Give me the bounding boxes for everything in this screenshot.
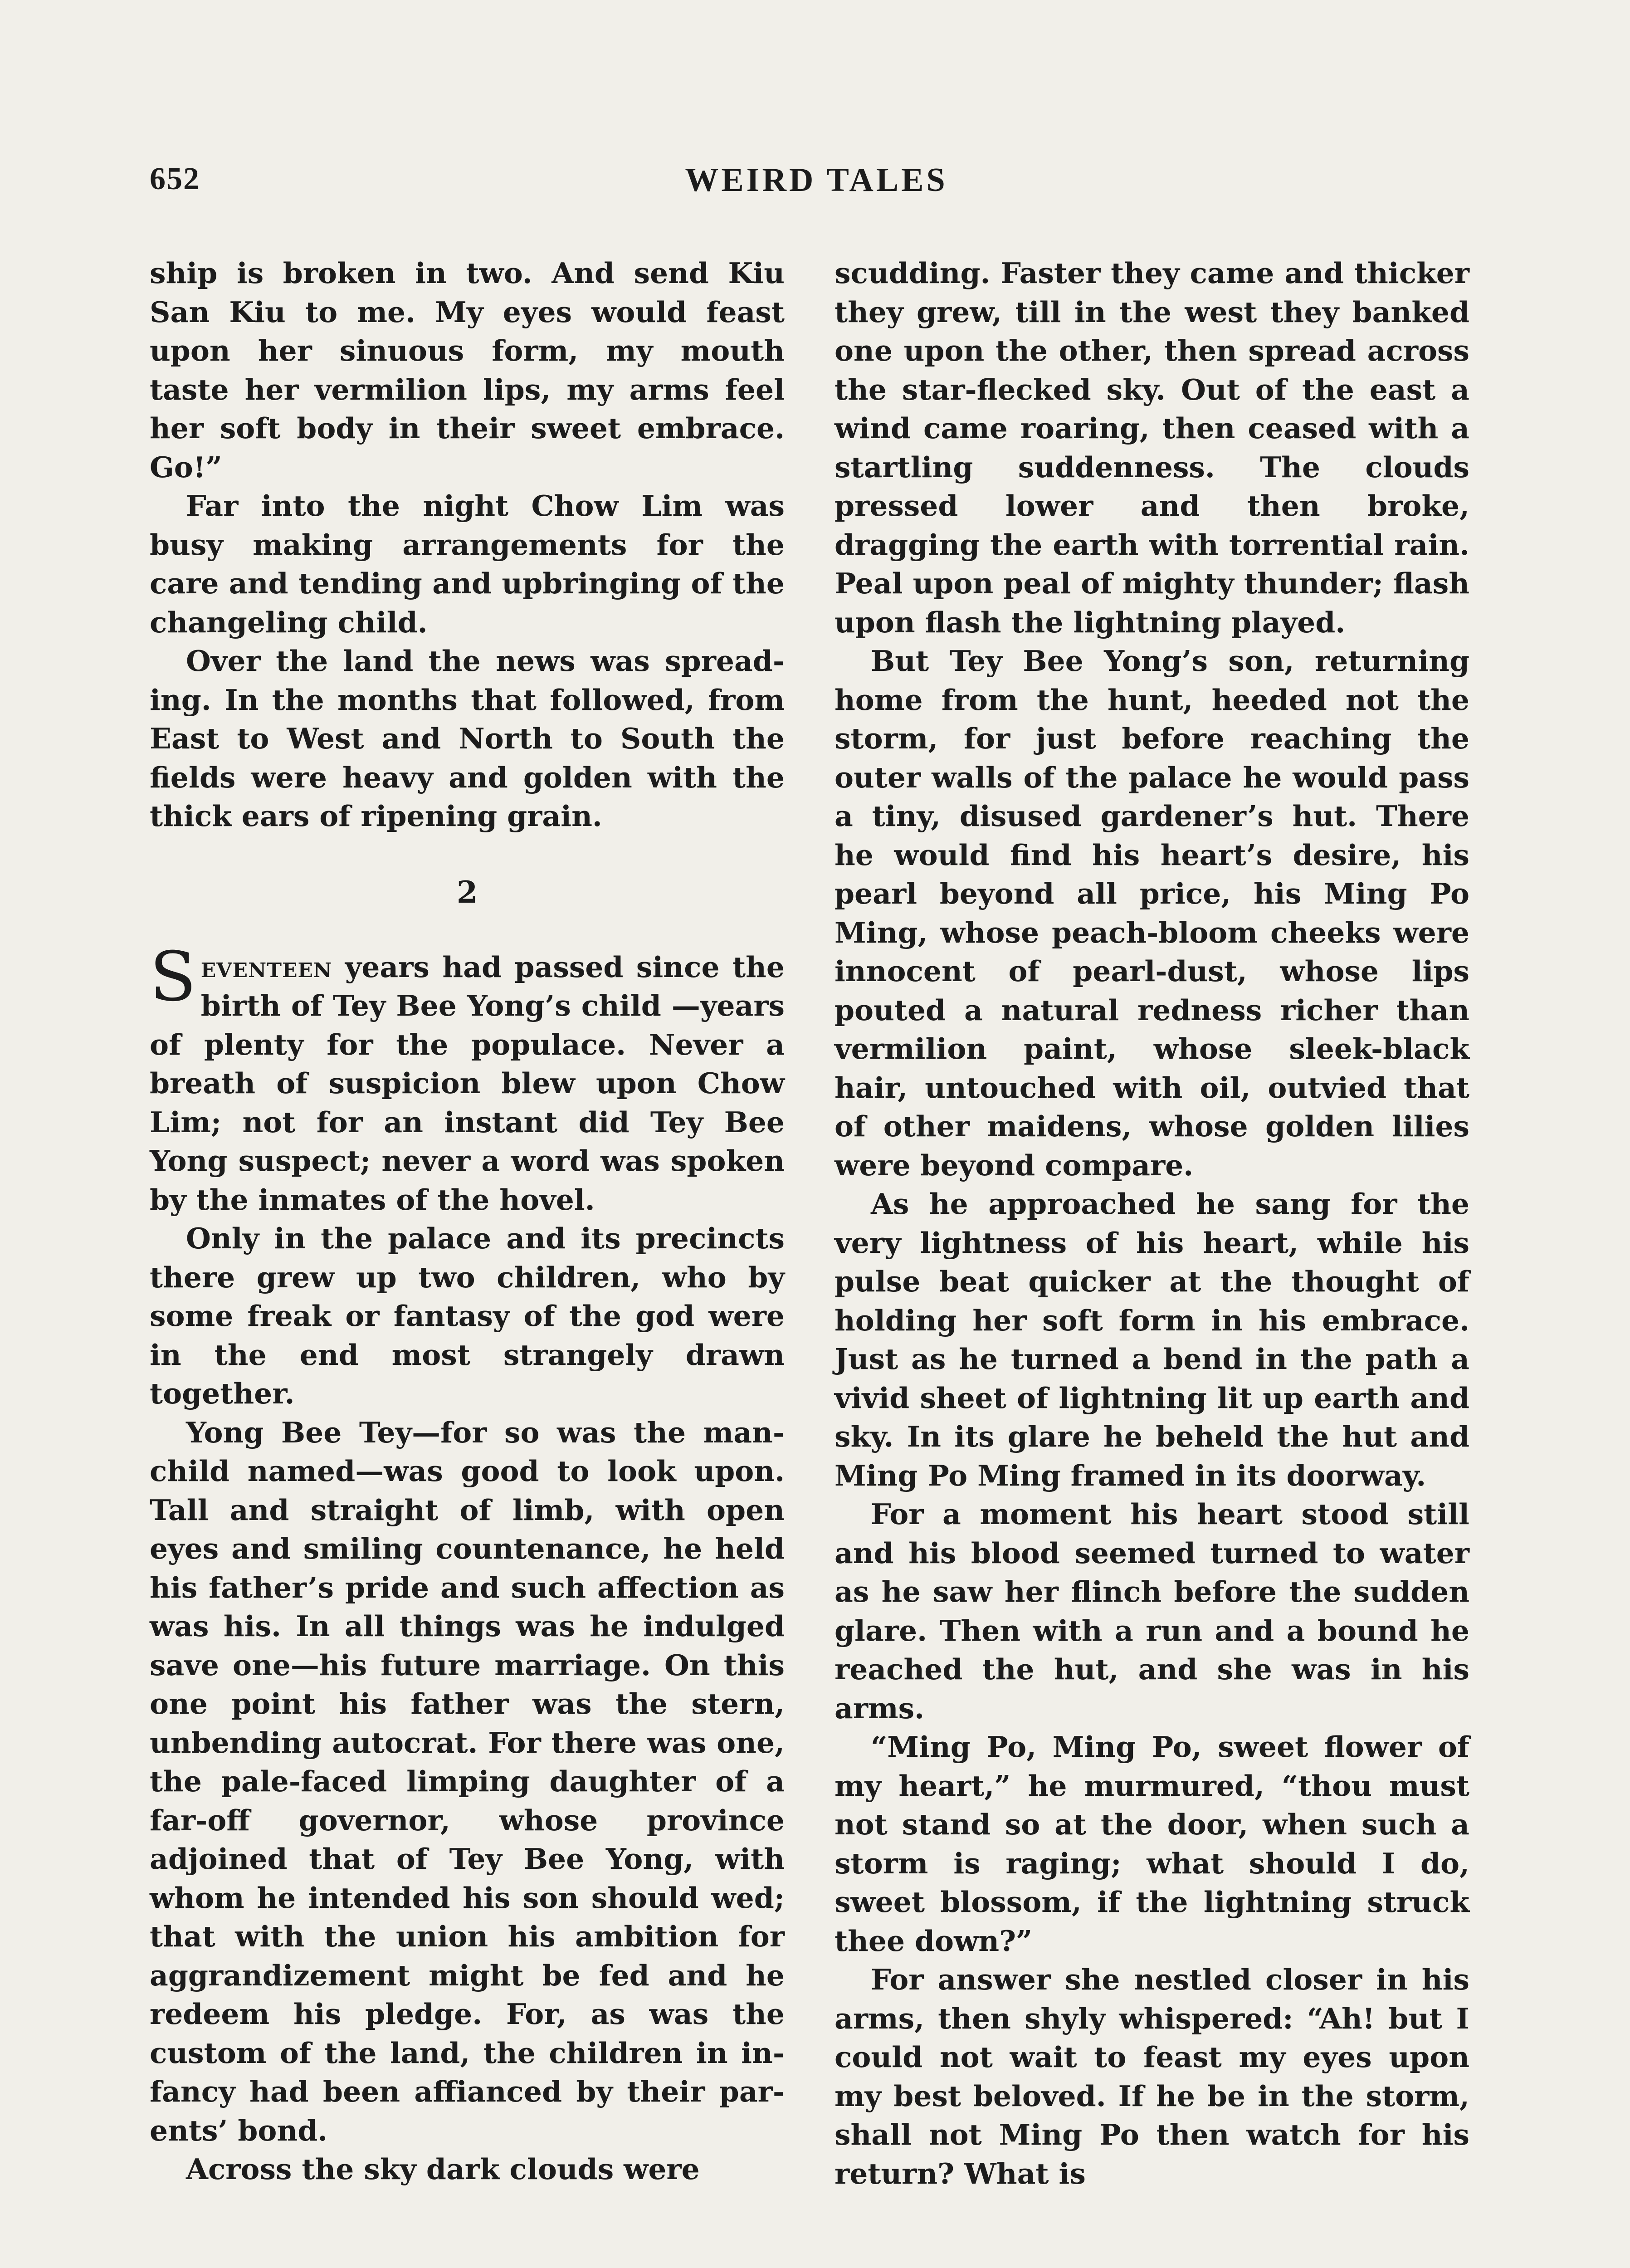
paragraph: Only in the palace and its precincts there grew up two children, who by some freak or fantasy of the god were in the end most strangely drawn together. [150, 1222, 785, 1410]
page-number: 652 [150, 161, 200, 196]
drop-cap: S [150, 937, 196, 1017]
paragraph-text: years had passed since the birth of Tey Bee Yong’s child —years of plenty for the populace. Never a breath of suspicion blew upon Chow Lim; not for an instant did Tey Bee Yong suspect; never a word was spoken by the inmates of the hovel. [150, 950, 785, 1217]
left-column [150, 254, 785, 2189]
small-caps-lead: eventeen [200, 950, 332, 984]
section-number: 2 [457, 874, 478, 910]
right-column [835, 254, 1469, 2193]
running-head [150, 161, 1483, 215]
paragraph: scudding. Faster they came and thicker they grew, till in the west they banked one upon the other, then spread across the star-flecked sky. Out of the east a wind came roaring, then ceased with a startling suddenness. The clouds pressed lower and then broke, dragging the earth with torrential rain. Peal upon peal of mighty thunder; flash upon flash the lightning played. [835, 256, 1469, 639]
paragraph: For a moment his heart stood still and his blood seemed turned to water as he saw her flinch before the sudden glare. Then with a run and a bound he reached the hut, and she was in his arms. [835, 1497, 1469, 1725]
paragraph: ship is broken in two. And send Kiu San Kiu to me. My eyes would feast upon her sinuous form, my mouth taste her vermilion lips, my arms feel her soft body in their sweet embrace. Go!” [150, 256, 785, 484]
paragraph: As he approached he sang for the very lightness of his heart, while his pulse beat quicker at the thought of holding her soft form in his embrace. Just as he turned a bend in the path a vivid sheet of lightning lit up earth and sky. In its glare he beheld the hut and Ming Po Ming framed in its doorway. [835, 1187, 1469, 1492]
paragraph: Over the land the news was spreading. In the months that followed, from East to West and North to South the fields were heavy and golden with the thick ears of ripening grain. [150, 644, 785, 833]
paragraph: Across the sky dark clouds were [186, 2152, 700, 2186]
paragraph: “Ming Po, Ming Po, sweet flower of my heart,” he murmured, “thou must not stand so at the door, when such a storm is raging; what should I do, sweet blossom, if the lightning struck thee down?” [835, 1730, 1469, 1958]
section-opening-paragraph [150, 937, 785, 1220]
paragraph: Far into the night Chow Lim was busy making arrangements for the care and tending and upbringing of the changeling child. [150, 489, 785, 639]
paragraph: Yong Bee Tey—for so was the man-child named—was good to look upon. Tall and straight of limb, with open eyes and smiling countenance, he held his father’s pride and such affection as was his. In all things was he indulged save one—his future marriage. On this one point his father was the stern, unbending autocrat. For there was one, the pale-faced limping daughter of a far-off governor, whose province adjoined that of Tey Bee Yong, with whom he intended his son should wed; that with the union his ambition for aggrandizement might be fed and he redeem his pledge. For, as was the custom of the land, the children in infancy had been affianced by their parents’ bond. [150, 1415, 785, 2147]
paragraph: For answer she nestled closer in his arms, then shyly whispered: “Ah! but I could not wait to feast my eyes upon my best beloved. If he be in the storm, shall not Ming Po then watch for his return? What is [835, 1963, 1469, 2190]
journal-title: WEIRD TALES [685, 161, 948, 199]
paragraph: But Tey Bee Yong’s son, returning home from the hunt, heeded not the storm, for just before reaching the outer walls of the palace he would pass a tiny, disused gardener’s hut. There he would find his heart’s desire, his pearl beyond all price, his Ming Po Ming, whose peach-bloom cheeks were innocent of pearl-dust, whose lips pouted a natural redness richer than vermilion paint, whose sleek-black hair, untouched with oil, outvied that of other maidens, whose golden lilies were beyond compare. [835, 644, 1469, 1182]
